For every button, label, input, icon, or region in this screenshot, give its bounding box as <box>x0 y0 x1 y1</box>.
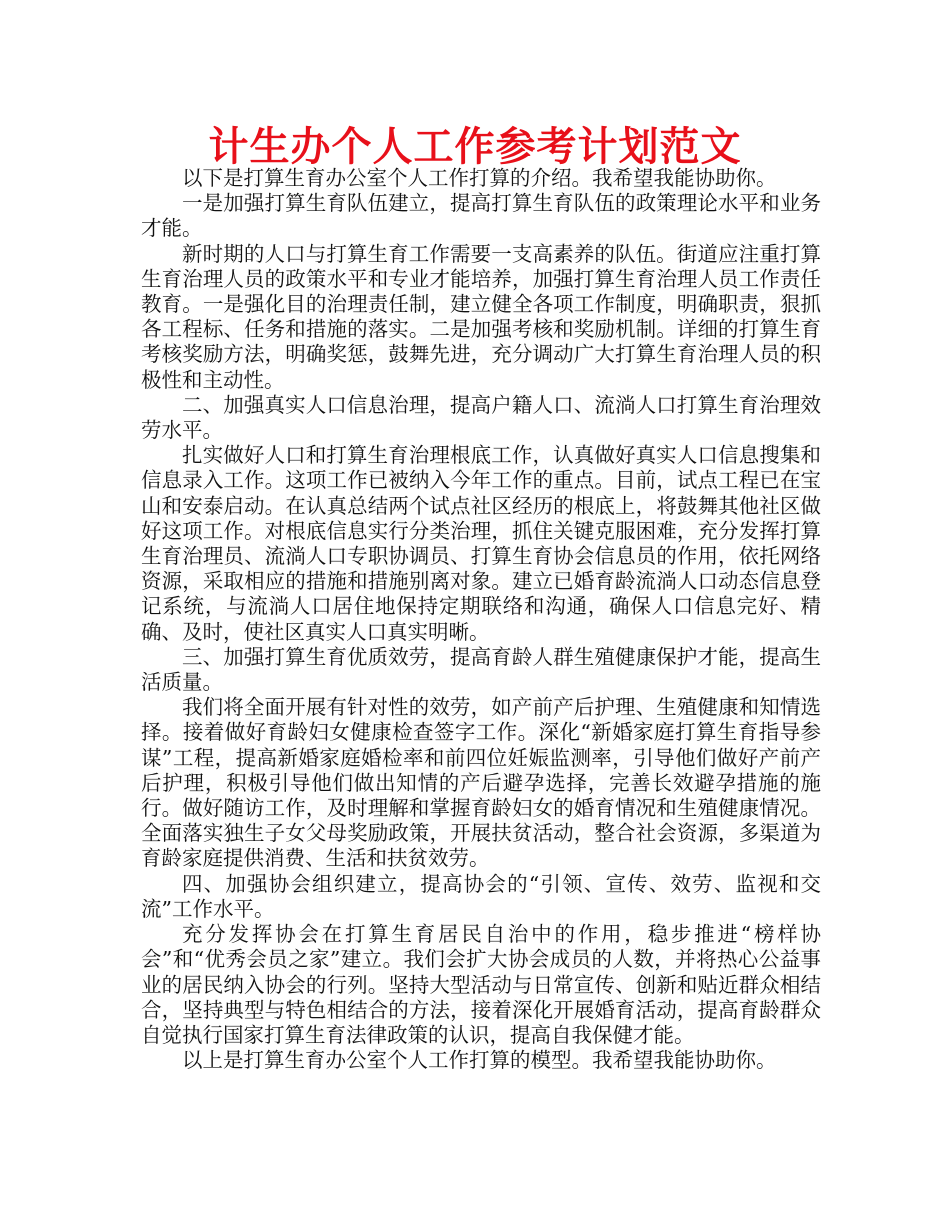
document-body <box>141 166 821 1073</box>
paragraph-1: 新时期的人口与打算生育工作需要一支高素养的队伍。街道应注重打算生育治理人员的政策水平和专业才能培养，加强打算生育治理人员工作责任教育。一是强化目的治理责任制，建立健全各项工作制度，明确职责，狠抓各工程标、任务和措施的落实。二是加强考核和奖励机制。详细的打算生育考核奖励方法，明确奖惩，鼓舞先进，充分调动广大打算生育治理人员的积极性和主动性。 <box>141 241 821 392</box>
paragraph-3: 我们将全面开展有针对性的效劳，如产前产后护理、生殖健康和知情选择。接着做好育龄妇女健康检查签字工作。深化“新婚家庭打算生育指导参谋”工程，提高新婚家庭婚检率和前四位妊娠监测率，引导他们做好产前产后护理，积极引导他们做出知情的产后避孕选择，完善长效避孕措施的施行。做好随访工作，及时理解和掌握育龄妇女的婚育情况和生殖健康情况。全面落实独生子女父母奖励政策，开展扶贫活动，整合社会资源，多渠道为育龄家庭提供消费、生活和扶贫效劳。 <box>141 695 821 871</box>
paragraph-4: 充分发挥协会在打算生育居民自治中的作用，稳步推进“榜样协会”和“优秀会员之家”建立。我们会扩大协会成员的人数，并将热心公益事业的居民纳入协会的行列。坚持大型活动与日常宣传、创新和贴近群众相结合，坚持典型与特色相结合的方法，接着深化开展婚育活动，提高育龄群众自觉执行国家打算生育法律政策的认识，提高自我保健才能。 <box>141 922 821 1047</box>
paragraph-closing: 以上是打算生育办公室个人工作打算的模型。我希望我能协助你。 <box>182 1048 777 1073</box>
document-title: 计生办个人工作参考计划范文 <box>208 124 742 170</box>
paragraph-heading-2: 二、加强真实人口信息治理，提高户籍人口、流淌人口打算生育治理效劳水平。 <box>141 392 821 443</box>
paragraph-heading-1: 一是加强打算生育队伍建立，提高打算生育队伍的政策理论水平和业务才能。 <box>141 191 821 241</box>
paragraph-2: 扎实做好人口和打算生育治理根底工作，认真做好真实人口信息搜集和信息录入工作。这项工作已被纳入今年工作的重点。目前，试点工程已在宝山和安泰启动。在认真总结两个试点社区经历的根底上，将鼓舞其他社区做好这项工作。对根底信息实行分类治理，抓住关键克服困难，充分发挥打算生育治理员、流淌人口专职协调员、打算生育协会信息员的作用，依托网络资源，采取相应的措施和措施别离对象。建立已婚育龄流淌人口动态信息登记系统，与流淌人口居住地保持定期联络和沟通，确保人口信息完好、精确、及时，使社区真实人口真实明晰。 <box>141 443 821 644</box>
paragraph-heading-4: 四、加强协会组织建立，提高协会的“引领、宣传、效劳、监视和交流”工作水平。 <box>141 871 821 921</box>
paragraph-intro: 以下是打算生育办公室个人工作打算的介绍。我希望我能协助你。 <box>182 166 777 190</box>
paragraph-heading-3: 三、加强打算生育优质效劳，提高育龄人群生殖健康保护才能，提高生活质量。 <box>141 644 821 695</box>
